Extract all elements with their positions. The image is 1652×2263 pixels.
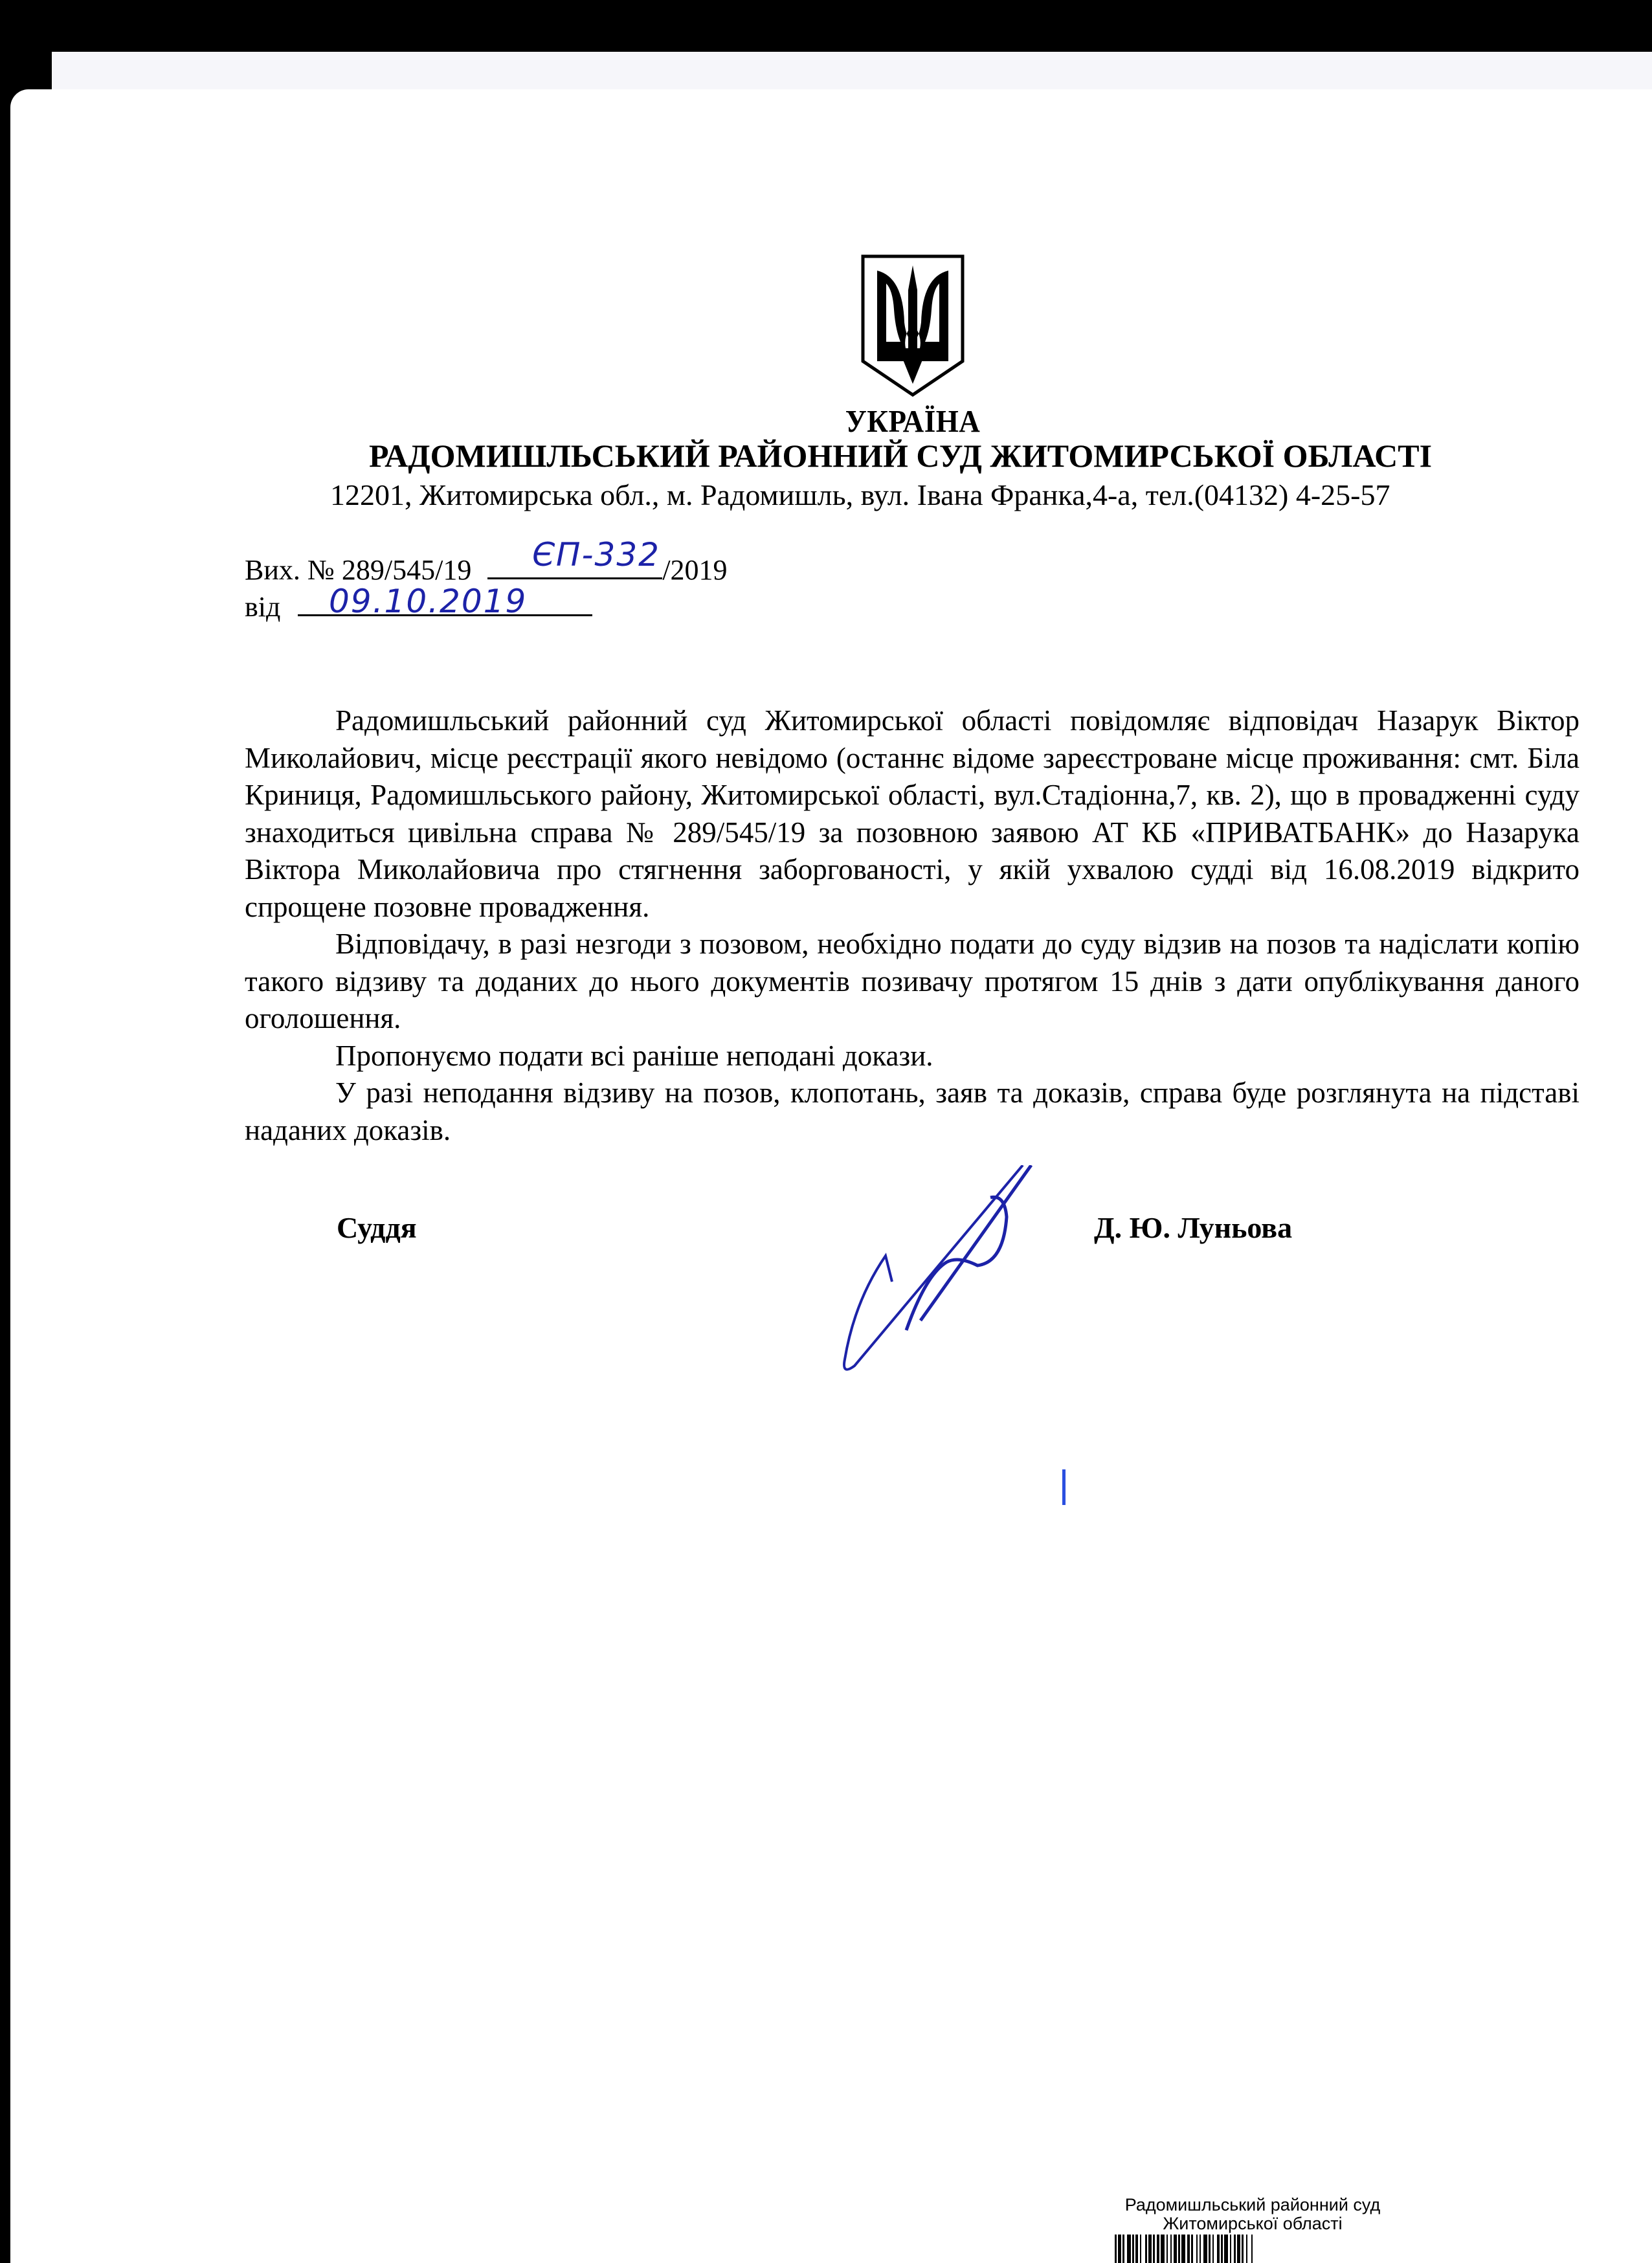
country-heading: УКРАЇНА (845, 403, 981, 439)
year-suffix: /2019 (662, 554, 728, 586)
notice-paragraph: Пропонуємо подати всі раніше неподані докази. (335, 1039, 933, 1072)
barcode-icon (1115, 2235, 1388, 2263)
reference-blank (487, 577, 662, 579)
ink-mark (1062, 1469, 1066, 1505)
court-name: РАДОМИШЛЬСЬКИЙ РАЙОННИЙ СУД ЖИТОМИРСЬКОЇ ОБЛАСТІ (369, 438, 1433, 474)
stamp-line-2: Житомирської області (1163, 2214, 1343, 2233)
registry-stamp (1113, 2196, 1392, 2233)
stamp-line-1: Радомишльський районний суд (1124, 2195, 1381, 2214)
date-label: від (245, 591, 281, 623)
judge-title: Суддя (337, 1211, 417, 1244)
scan-edge (52, 52, 1652, 91)
outgoing-number-label: Вих. № 289/545/19 (245, 554, 472, 586)
court-address: 12201, Житомирська обл., м. Радомишль, вул. Івана Франка,4-а, тел.(04132) 4-25-57 (330, 478, 1390, 511)
notice-body (245, 702, 1579, 1149)
handwritten-date: 09.10.2019 (329, 583, 528, 620)
handwritten-reference-number: ЄП-332 (532, 536, 660, 574)
judge-name: Д. Ю. Луньова (1094, 1211, 1293, 1244)
signature-icon (829, 1165, 1049, 1379)
notice-paragraph: Радомишльський районний суд Житомирської області повідомляє відповідач Назарук Віктор Миколайович, місце реєстрації якого невідомо (останнє відоме зареєстроване місце проживання: смт. Біла Криниця, Радомишльського району, Житомирської області, вул.Стадіонна,7, кв. 2), що в провадженні суду знаходиться цивільна справа № 289/545/19 за позовною заявою АТ КБ «ПРИВАТБАНК» до Назарука Віктора Миколайовича про стягнення заборгованості, у якій ухвалою судді від 16.08.2019 відкрито спрощене позовне провадження. (245, 704, 1579, 923)
coat-of-arms-icon (858, 251, 968, 400)
notice-paragraph: У разі неподання відзиву на позов, клопотань, заяв та доказів, справа буде розглянута на підставі наданих доказів. (245, 1076, 1579, 1146)
notice-paragraph: Відповідачу, в разі незгоди з позовом, необхідно подати до суду відзив на позов та надіслати копію такого відзиву та доданих до нього документів позивачу протягом 15 днів з дати опублікування даного оголошення. (245, 928, 1579, 1034)
